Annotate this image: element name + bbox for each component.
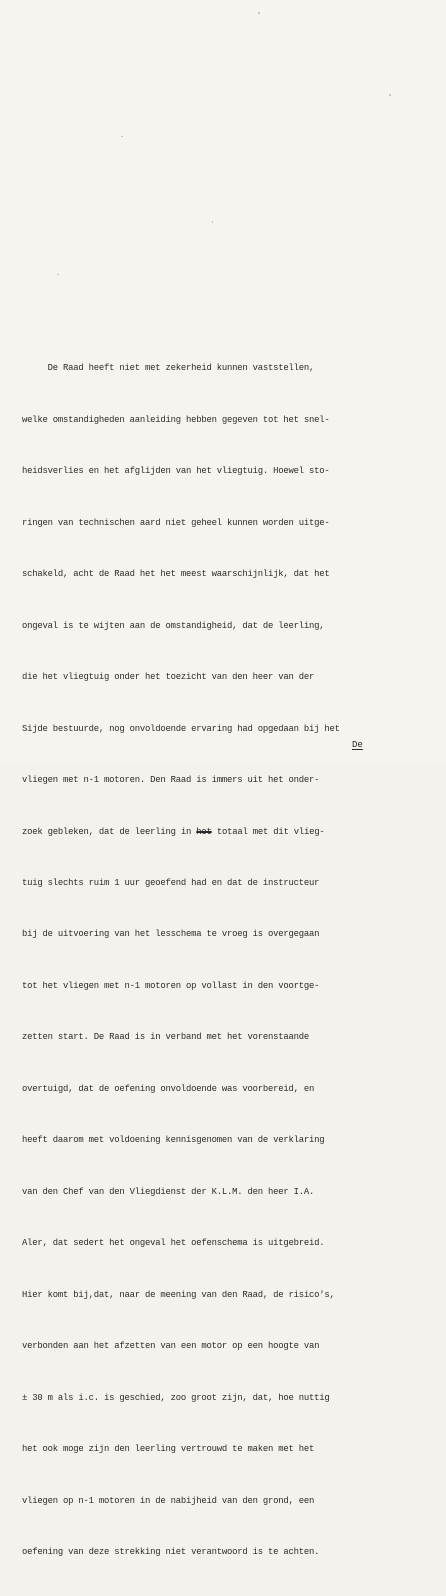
text-line-end: totaal met dit vlieg- bbox=[211, 826, 325, 837]
text-line: overtuigd, dat de oefening onvoldoende was voorbereid, en bbox=[22, 1083, 315, 1094]
text-line: schakeld, acht de Raad het het meest waarschijnlijk, dat het bbox=[22, 569, 330, 580]
text-line: tot het vliegen met n-1 motoren op vollast in den voortge- bbox=[22, 980, 320, 991]
text-line: Aler, dat sedert het ongeval het oefenschema is uitgebreid. bbox=[22, 1238, 325, 1249]
text-line-with-strike bbox=[22, 824, 427, 841]
text-line: vliegen op n-1 motoren in de nabijheid van den grond, een bbox=[22, 1495, 315, 1506]
paper-speck bbox=[212, 221, 213, 223]
text-line: bij de uitvoering van het lesschema te vroeg is overgegaan bbox=[22, 929, 320, 940]
text-line: heidsverlies en het afglijden van het vliegtuig. Hoewel sto- bbox=[22, 466, 330, 477]
text-line: verbonden aan het afzetten van een motor op een hoogte van bbox=[22, 1341, 320, 1352]
text-line: Sijde bestuurde, nog onvoldoende ervaring had opgedaan bij het bbox=[22, 723, 340, 734]
paper-speck bbox=[57, 274, 59, 275]
body-paragraph bbox=[22, 326, 427, 1596]
text-line: ongeval is te wijten aan de omstandigheid, dat de leerling, bbox=[22, 620, 325, 631]
text-line: ± 30 m als i.c. is geschied, zoo groot zijn, dat, hoe nuttig bbox=[22, 1392, 330, 1403]
text-line: het ook moge zijn den leerling vertrouwd te maken met het bbox=[22, 1444, 315, 1455]
text-line: Hier komt bij,dat, naar de meening van den Raad, de risico's, bbox=[22, 1289, 335, 1300]
text-line: ringen van technischen aard niet geheel kunnen worden uitge- bbox=[22, 517, 330, 528]
text-line: van den Chef van den Vliegdienst der K.L.M. den heer I.A. bbox=[22, 1186, 315, 1197]
text-line: vliegen met n-1 motoren. Den Raad is immers uit het onder- bbox=[22, 775, 320, 786]
text-line: tuig slechts ruim 1 uur geoefend had en dat de instructeur bbox=[22, 878, 320, 888]
text-line: heeft daarom met voldoening kennisgenomen van de verklaring bbox=[22, 1135, 325, 1146]
paper-speck bbox=[389, 94, 391, 96]
paper-speck bbox=[121, 136, 123, 137]
text-line: oefening van deze strekking niet verantwoord is te achten. bbox=[22, 1547, 320, 1558]
text-line: De Raad heeft niet met zekerheid kunnen vaststellen, bbox=[22, 363, 315, 374]
catchword: De bbox=[352, 740, 363, 750]
text-line: zetten start. De Raad is in verband met het vorenstaande bbox=[22, 1032, 310, 1043]
text-line: die het vliegtuig onder het toezicht van den heer van der bbox=[22, 672, 315, 683]
text-line: welke omstandigheden aanleiding hebben gegeven tot het snel- bbox=[22, 414, 330, 425]
struck-out-word: het bbox=[196, 826, 212, 837]
paper-speck bbox=[258, 12, 260, 14]
text-line-start: zoek gebleken, dat de leerling in bbox=[22, 826, 192, 837]
